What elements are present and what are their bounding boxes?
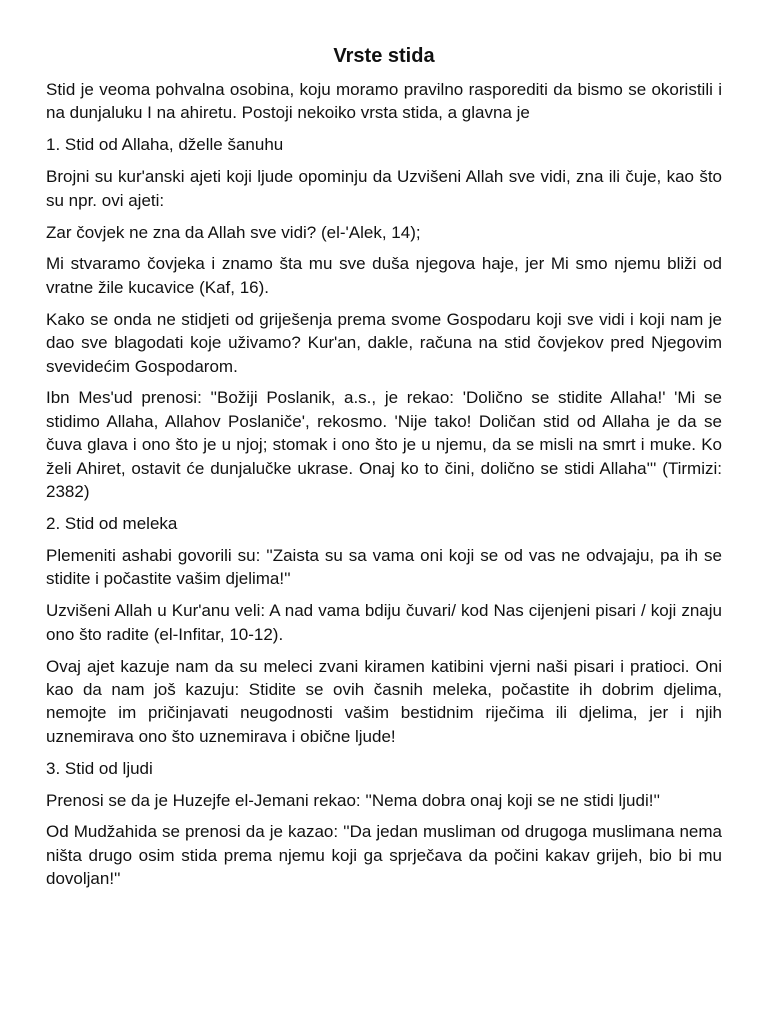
paragraph: Prenosi se da je Huzejfe el-Jemani rekao: ''Nema dobra onaj koji se ne stidi ljudi!'' [46, 790, 660, 810]
section-heading-3: 3. Stid od ljudi [46, 758, 153, 778]
paragraph-quote: Zar čovjek ne zna da Allah sve vidi? (el-'Alek, 14); [46, 222, 421, 242]
paragraph: Ibn Mes'ud prenosi: ''Božiji Poslanik, a.s., je rekao: 'Dolično se stidite Allaha!' 'Mi se stidimo Allaha, Allahov Poslaniče', rekosmo. 'Nije tako! Doličan stid od Allaha je da se čuva glava i ono što je u njoj; stomak i ono što je u njemu, da se misli na smrt i muke. Ko želi Ahiret, ostavit će dunjalučke ukrase. Onaj ko to čini, dolično se stidi Allaha''' (Tirmizi: 2382) [46, 388, 722, 502]
document-title: Vrste stida [333, 45, 435, 67]
paragraph-intro: Stid je veoma pohvalna osobina, koju moramo pravilno rasporediti da bismo se okoristili i na dunjaluku I na ahiretu. Postoji nekoiko vrsta stida, a glavna je [46, 80, 722, 123]
paragraph: Kako se onda ne stidjeti od griješenja prema svome Gospodaru koji sve vidi i koji nam je dao sve blagodati koje uživamo? Kur'an, dakle, računa na stid čovjekov pred Njegovim svevidećim Gospodarom. [46, 309, 722, 376]
paragraph-quote: Uzvišeni Allah u Kur'anu veli: A nad vama bdiju čuvari/ kod Nas cijenjeni pisari / koji znaju ono što radite (el-Infitar, 10-12). [46, 601, 722, 644]
paragraph-quote: Mi stvaramo čovjeka i znamo šta mu sve duša njegova haje, jer Mi smo njemu bliži od vratne žile kucavice (Kaf, 16). [46, 254, 722, 297]
paragraph: Brojni su kur'anski ajeti koji ljude opominju da Uzvišeni Allah sve vidi, zna ili čuje, kao što su npr. ovi ajeti: [46, 167, 722, 210]
paragraph: Od Mudžahida se prenosi da je kazao: ''Da jedan musliman od drugoga muslimana nema ništa drugo osim stida prema njemu koji ga sprječava da počini kakav grijeh, bio bi mu dovoljan!'' [46, 822, 722, 889]
section-heading-2: 2. Stid od meleka [46, 514, 178, 533]
section-heading-1: 1. Stid od Allaha, dželle šanuhu [46, 135, 284, 155]
paragraph: Ovaj ajet kazuje nam da su meleci zvani kiramen katibini vjerni naši pisari i pratioci. Oni kao da nam još kazuju: Stidite se ovih časnih meleka, počastite ih dobrim djelima, nemojte im pričinjavati neugodnosti vašim bestidnim riječima ili djelima, jer i njih uznemirava ono što uznemirava i obične ljude! [46, 656, 722, 746]
paragraph: Plemeniti ashabi govorili su: ''Zaista su sa vama oni koji se od vas ne odvajaju, pa ih se stidite i počastite vašim djelima!'' [46, 545, 722, 589]
